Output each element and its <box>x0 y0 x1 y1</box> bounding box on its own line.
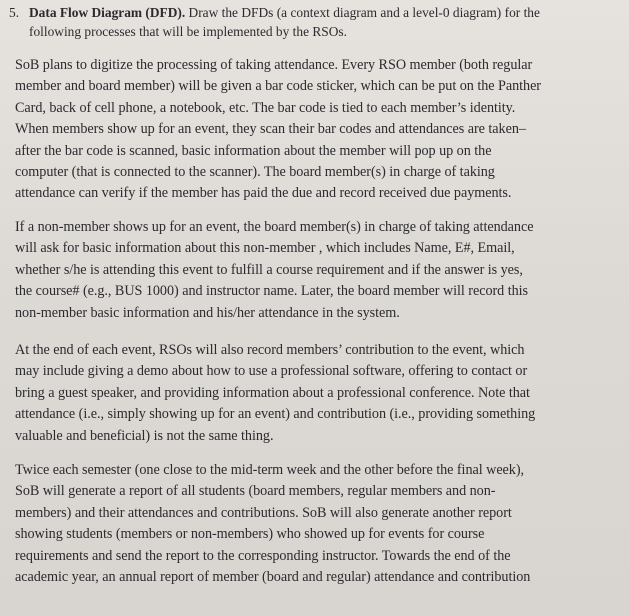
paragraph-line: academic year, an annual report of member (board and regular) attendance and contribution <box>15 569 531 586</box>
paragraph-line: after the bar code is scanned, basic information about the member will pop up on the <box>15 142 492 159</box>
question-title: Data Flow Diagram (DFD). <box>29 5 186 20</box>
question-header <box>9 3 621 41</box>
paragraph-line: SoB will generate a report of all students (board members, regular members and non- <box>15 483 496 500</box>
question-line-1 <box>9 3 621 22</box>
question-line-2: following processes that will be implemented by the RSOs. <box>29 24 347 39</box>
paragraph-line: attendance can verify if the member has paid the due and record received due payments. <box>15 185 512 202</box>
paragraph-line: will ask for basic information about this non-member , which includes Name, E#, Email, <box>15 240 515 257</box>
paragraph-line: SoB plans to digitize the processing of taking attendance. Every RSO member (both regular <box>15 57 533 73</box>
paragraph-line: member and board member) will be given a bar code sticker, which can be put on the Panther <box>15 78 541 95</box>
paragraph-line: If a non-member shows up for an event, the board member(s) in charge of taking attendance <box>15 219 534 235</box>
paragraph-attendance-scanning <box>15 55 621 205</box>
paragraph-line: Twice each semester (one close to the mid-term week and the other before the final week), <box>15 462 525 478</box>
paragraph-line: At the end of each event, RSOs will also record members’ contribution to the event, which <box>15 342 525 358</box>
paragraph-line: computer (that is connected to the scanner). The board member(s) in charge of taking <box>15 164 495 181</box>
paragraph-line: non-member basic information and his/her attendance in the system. <box>15 304 400 321</box>
paragraph-line: When members show up for an event, they scan their bar codes and attendances are taken– <box>15 121 526 138</box>
question-number: 5. <box>9 5 20 20</box>
question-instruction: Draw the DFDs (a context diagram and a level-0 diagram) for the <box>185 5 540 20</box>
paragraph-line: may include giving a demo about how to use a professional software, offering to contact or <box>15 363 528 380</box>
paragraph-line: Card, back of cell phone, a notebook, etc. The bar code is tied to each member’s identity. <box>15 99 516 116</box>
paragraph-line: attendance (i.e., simply showing up for an event) and contribution (i.e., providing something <box>15 406 536 423</box>
paragraph-non-member <box>15 217 621 324</box>
paragraph-reports <box>15 460 621 588</box>
paragraph-line: members) and their attendances and contributions. SoB will also generate another report <box>15 504 512 521</box>
paragraph-line: whether s/he is attending this event to fulfill a course requirement and if the answer is yes, <box>15 261 523 278</box>
paragraph-contribution <box>15 340 621 447</box>
paragraph-line: valuable and beneficial) is not the same thing. <box>15 427 274 444</box>
paragraph-line: bring a guest speaker, and providing information about a professional conference. Note that <box>15 384 530 401</box>
paragraph-line: requirements and send the report to the corresponding instructor. Towards the end of the <box>15 547 511 564</box>
paragraph-line: the course# (e.g., BUS 1000) and instructor name. Later, the board member will record this <box>15 283 529 300</box>
paragraph-line: showing students (members or non-members) who showed up for events for course <box>15 526 485 543</box>
